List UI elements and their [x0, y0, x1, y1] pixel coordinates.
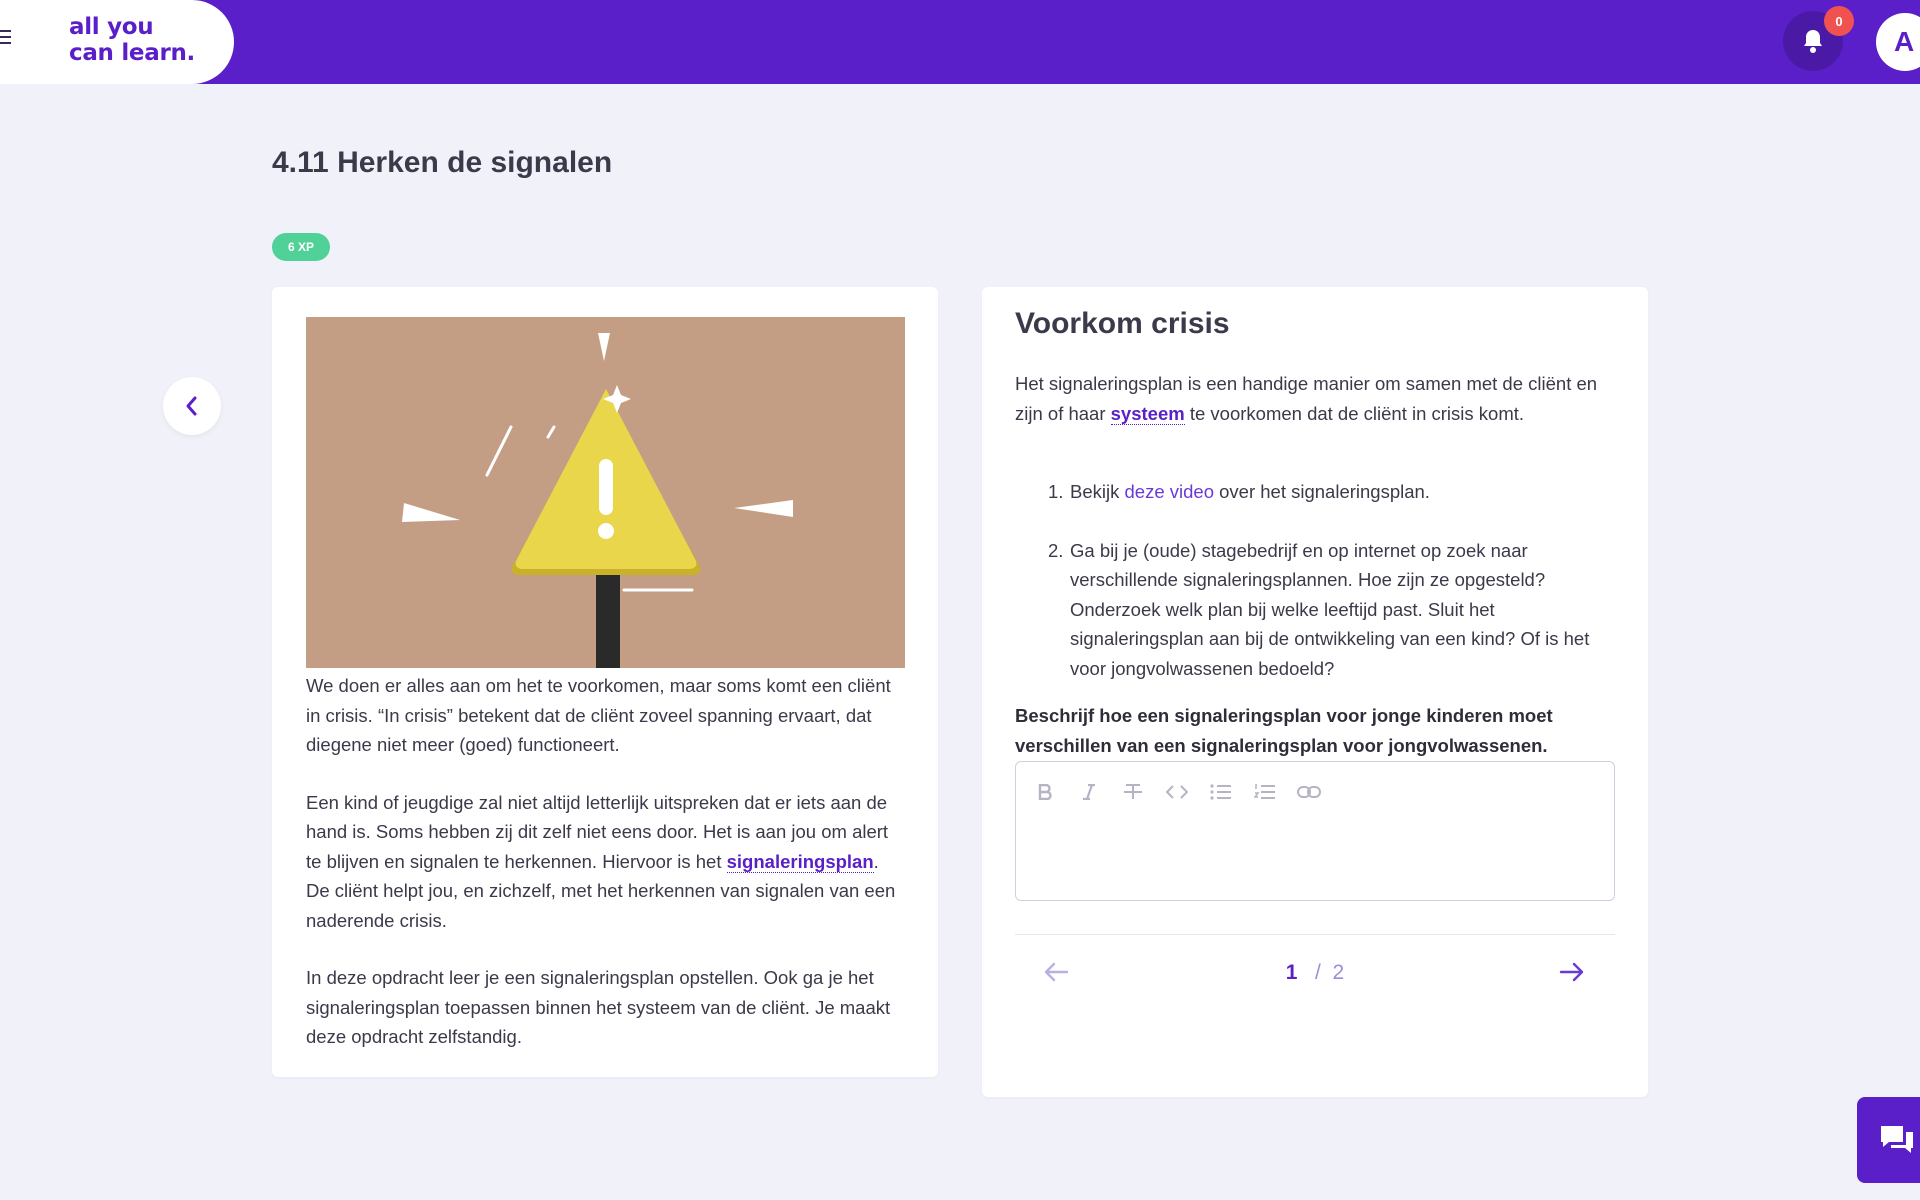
- bullet-list-icon: [1210, 784, 1232, 800]
- bell-icon: [1801, 28, 1825, 54]
- arrow-right-icon: [1559, 961, 1585, 983]
- total-pages: 2: [1332, 961, 1345, 984]
- answer-editor[interactable]: [1015, 761, 1615, 901]
- strikethrough-icon: [1123, 783, 1143, 801]
- warning-sign-illustration: [306, 317, 905, 668]
- assignment-steps: [1048, 477, 1615, 712]
- page-indicator: [1015, 961, 1615, 985]
- paragraph-2-text-a: Een kind of jeugdige zal niet altijd letterlijk uitspreken dat er iets aan de hand is. Soms hebben zij dit zelf niet eens door. Het is aan jou om alert te blijven en signalen te herkennen. Hiervoor is het: [306, 791, 889, 872]
- assignment-title: Voorkom crisis: [1015, 307, 1230, 340]
- link-icon: [1297, 785, 1321, 799]
- step-item-1: [1048, 477, 1615, 507]
- user-avatar[interactable]: A: [1876, 13, 1920, 71]
- warning-triangle-icon: [306, 317, 905, 668]
- logo-line-2: can learn.: [69, 40, 195, 66]
- page-title: 4.11 Herken de signalen: [272, 146, 613, 179]
- page-separator: /: [1315, 961, 1321, 984]
- logo-container[interactable]: [0, 0, 234, 84]
- step-number-2: 2.: [1048, 539, 1064, 561]
- current-page: 1: [1285, 961, 1298, 984]
- menu-icon[interactable]: [0, 30, 11, 44]
- systeem-link[interactable]: systeem: [1110, 402, 1185, 424]
- paragraph-3: In deze opdracht leer je een signaleringsplan opstellen. Ook ga je het signaleringsplan toepassen binnen het systeem van de cliënt. Je maakt deze opdracht zelfstandig.: [306, 967, 891, 1047]
- notification-count-badge: 0: [1824, 6, 1854, 36]
- link-button[interactable]: [1294, 780, 1324, 804]
- step-number-1: 1.: [1048, 481, 1064, 502]
- question-pager: [1015, 955, 1615, 995]
- question-prompt: Beschrijf hoe een signaleringsplan voor jonge kinderen moet verschillen van een signaleringsplan voor jongvolwassenen.: [1015, 705, 1553, 756]
- chevron-left-icon: [183, 395, 201, 417]
- signaleringsplan-link[interactable]: signaleringsplan: [726, 850, 874, 872]
- code-icon: [1166, 784, 1188, 800]
- intro-text-b: te voorkomen dat de cliënt in crisis komt.: [1184, 402, 1525, 424]
- bold-button[interactable]: [1030, 780, 1060, 804]
- italic-button[interactable]: [1074, 780, 1104, 804]
- video-link[interactable]: deze video: [1124, 481, 1214, 502]
- bold-icon: [1038, 784, 1052, 800]
- numbered-list-button[interactable]: [1250, 780, 1280, 804]
- strikethrough-button[interactable]: [1118, 780, 1148, 804]
- next-question-button[interactable]: [1559, 961, 1585, 988]
- step-1-text-a: Bekijk: [1070, 481, 1125, 502]
- xp-badge: 6 XP: [272, 233, 330, 261]
- assignment-card: [982, 287, 1648, 1097]
- top-navigation-bar: [0, 0, 1920, 84]
- assignment-intro: [1015, 369, 1615, 428]
- step-1-text-b: over het signaleringsplan.: [1213, 481, 1430, 502]
- code-button[interactable]: [1162, 780, 1192, 804]
- intro-text-a: Het signaleringsplan is een handige manier om samen met de cliënt en zijn of haar: [1015, 373, 1598, 424]
- step-item-2: [1048, 536, 1615, 684]
- chat-button[interactable]: [1857, 1097, 1920, 1183]
- paragraph-2: [306, 788, 906, 936]
- italic-icon: [1082, 784, 1096, 800]
- step-2-text: Ga bij je (oude) stagebedrijf en op internet op zoek naar verschillende signaleringsplannen. Hoe zijn ze opgesteld? Onderzoek welk plan bij welke leeftijd past. Sluit het signaleringsplan aan bij de ontwikkeling van een kind? Of is het voor jongvolwassenen bedoeld?: [1070, 539, 1590, 679]
- lesson-body-text: [306, 671, 906, 1080]
- content-card: [272, 287, 938, 1077]
- logo-line-1: all you: [69, 14, 154, 40]
- paragraph-2-text-b: . De cliënt helpt jou, en zichzelf, met het herkennen van signalen van een naderende crisis.: [306, 850, 896, 931]
- bullet-list-button[interactable]: [1206, 780, 1236, 804]
- chat-icon: [1879, 1124, 1915, 1156]
- divider: [1015, 934, 1615, 935]
- previous-lesson-button[interactable]: [163, 377, 221, 435]
- numbered-list-icon: [1254, 783, 1276, 801]
- editor-toolbar: [1030, 780, 1324, 804]
- logo[interactable]: [69, 14, 195, 66]
- paragraph-1: We doen er alles aan om het te voorkomen, maar soms komt een cliënt in crisis. “In crisis” betekent dat de cliënt zoveel spanning ervaart, dat diegene niet meer (goed) functioneert.: [306, 675, 891, 755]
